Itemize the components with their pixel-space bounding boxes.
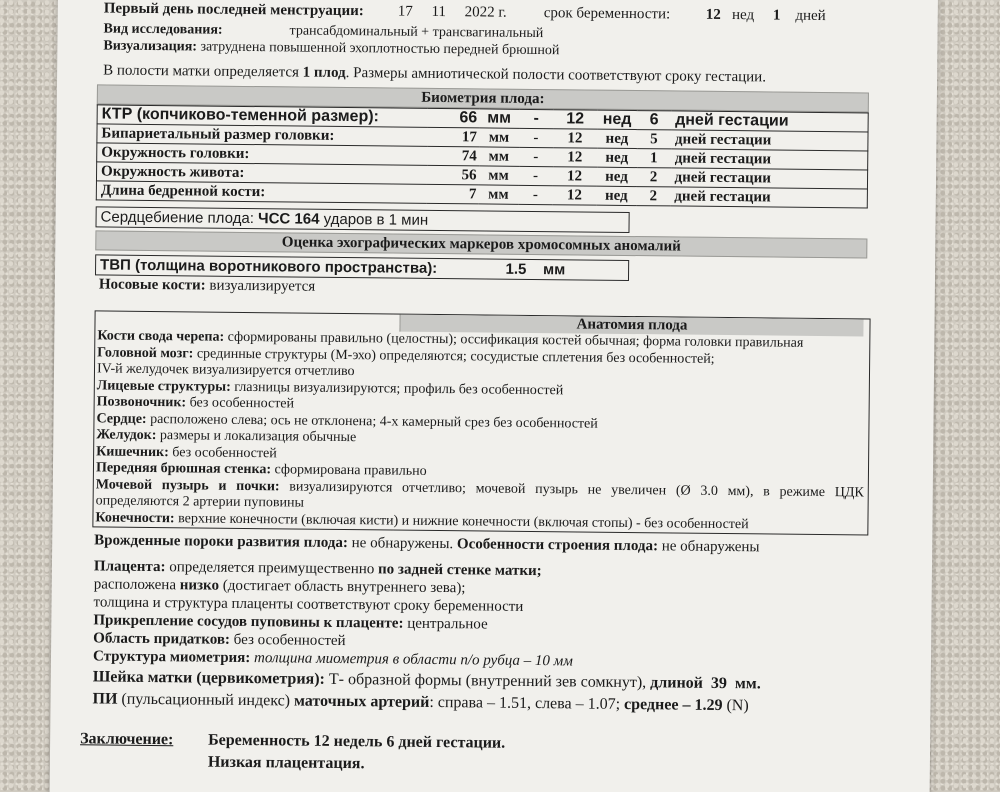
biometry-title: Биометрия плода: [97,84,869,112]
biometry-dash: - [518,185,552,204]
anatomy-value: срединные структуры (М-эхо) определяются; сосудистые сплетения без особенностей; [196,345,715,367]
anatomy-label: Кишечник: [96,443,169,460]
biometry-days: 2 [636,187,670,206]
pi-label: ПИ [92,690,118,708]
anatomy-title: Анатомия плода [399,315,863,337]
cavity-line [103,62,766,86]
biometry-weeks-unit: нед [596,167,636,186]
anatomy-value: визуализируются отчетливо; мочевой пузырь не увеличен (Ø 3.0 мм), в режиме ЦДК [289,478,864,500]
biometry-weeks: 12 [553,110,597,129]
nasal-line [99,276,316,295]
myometrium-label: Структура миометрия: [92,648,251,667]
lmp-date [398,4,507,22]
biometry-dash: - [519,128,553,147]
biometry-unit: мм [478,185,518,204]
conclusion-line-2: Низкая плацентация. [207,753,365,773]
biometry-dash: - [519,109,553,128]
biometry-days-unit: дней гестации [671,111,868,132]
anatomy-value: без особенностей [189,395,295,412]
cervix-value: Т- образной формы (внутренний зев сомкнут), [328,670,647,692]
anatomy-value: определяются 2 артерии пуповины [95,493,305,511]
tvp-value: 1.5 [505,260,527,278]
biometry-weeks-unit: нед [596,186,636,205]
biometry-label: Окружность живота: [96,162,426,184]
cervix-length-label: длиной [650,674,704,692]
lmp-month: 11 [431,3,447,21]
biometry-weeks-unit: нед [597,148,637,167]
biometry-value: 74 [427,146,479,166]
anatomy-label: Конечности: [95,509,175,526]
anatomy-value: сформированы правильно (целостны); оссификация костей обычная; форма головки правильная [227,329,804,351]
visualization-value: затруднена повышенной эхоплотностью передней брюшной [200,39,560,59]
placenta-value: определяется преимущественно [169,559,375,578]
conclusion-line-1: Беременность 12 недель 6 дней гестации. [208,731,506,752]
adnexa-line [93,630,346,650]
adnexa-value: без особенностей [233,631,346,650]
myometrium-value: толщина миометрия в области п/о рубца – 10 мм [254,650,573,670]
cavity-count: 1 плод [302,64,346,82]
biometry-days-unit: дней гестации [671,149,868,170]
exam-type-value: трансабдоминальный + трансвагинальный [289,23,544,42]
biometry-label: Бипариетальный размер головки: [97,124,427,146]
anatomy-label: Позвоночник: [96,394,187,411]
exam-type-line [103,21,222,38]
biometry-days-unit: дней гестации [671,130,868,151]
anatomy-label: Головной мозг: [97,344,194,361]
pi-arteries: маточных артерий [293,692,430,711]
pi-mean-label: среднее – [624,695,691,714]
biometry-days-unit: дней гестации [670,168,867,189]
lmp-line [104,0,364,20]
placenta2-low: низко [179,577,220,594]
biometry-weeks-unit: нед [597,129,637,148]
anatomy-label: Желудок: [96,427,157,444]
cord-value: центральное [407,615,488,633]
biometry-weeks: 12 [552,167,596,186]
visualization-label: Визуализация: [103,38,198,55]
biometry-value: 17 [427,127,479,147]
structure-value: не обнаружены [661,538,760,556]
heart-unit: ударов в 1 мин [323,210,429,229]
anatomy-value: размеры и локализация обычные [159,428,357,446]
biometry-weeks-unit: нед [597,110,637,129]
cervix-line [93,668,761,693]
heart-label: Сердцебиение плода: [100,208,255,228]
tvp-label: ТВП (толщина воротникового пространства): [100,256,438,277]
cervix-label: Шейка матки (цервикометрия): [92,668,326,688]
pi-values: : справа – 1.51, слева – 1.07; [429,693,621,713]
biometry-dash: - [519,147,553,166]
heart-rate-box [95,206,629,233]
nasal-value: визуализируется [209,277,316,295]
biometry-unit: мм [479,128,519,147]
anatomy-value: IV-й желудочек визуализируется отчетливо [96,361,355,380]
biometry-weeks: 12 [553,129,597,148]
placenta-label: Плацента: [93,558,166,576]
anatomy-label: Лицевые структуры: [96,377,231,395]
anatomy-label: Сердце: [96,410,147,427]
biometry-days: 6 [637,111,671,130]
biometry-label: КТР (копчиково-теменной размер): [97,105,427,127]
placenta2-post: (достигает область внутреннего зева); [222,577,466,597]
biometry-label: Окружность головки: [97,143,427,165]
biometry-unit: мм [478,166,518,185]
term-weeks: 12 [705,6,721,23]
defects-label: Врожденные пороки развития плода: [94,532,349,552]
cervix-unit: мм. [734,675,761,693]
anatomy-label: Передняя брюшная стенка: [95,460,272,478]
term-line [544,5,671,23]
term-days: 1 [772,7,781,24]
biometry-weeks: 12 [552,186,596,205]
biometry-weeks: 12 [553,148,597,167]
anatomy-label: Мочевой пузырь и почки: [95,476,280,494]
term-label: срок беременности: [543,5,671,23]
term-value [706,7,826,25]
lmp-day: 17 [397,3,413,20]
biometry-days: 2 [636,168,670,187]
lmp-label: Первый день последней менструации: [103,0,364,20]
pi-mean: 1.29 [694,696,723,714]
anatomy-box [92,310,870,535]
biometry-label: Длина бедренной кости: [96,181,426,203]
pi-line [92,690,748,715]
heart-value: ЧСС 164 [258,210,320,228]
myometrium-line [93,648,573,670]
placenta-line-3: толщина и структура плаценты соответствуют сроку беременности [93,594,524,615]
anatomy-value: расположено слева; ось не отклонена; 4-х камерный срез без особенностей [150,411,598,432]
anatomy-value: верхние конечности (включая кисти) и нижние конечности (включая стопы) - без особенностей [178,510,749,532]
visualization-line [103,38,559,59]
structure-label: Особенности строения плода: [456,536,659,555]
cervix-length: 39 [710,674,728,693]
biometry-value: 7 [426,184,478,204]
anatomy-value: без особенностей [172,444,277,461]
adnexa-label: Область придатков: [93,630,231,648]
biometry-days: 5 [637,130,671,149]
biometry-unit: мм [479,109,519,128]
anatomy-label: Кости свода черепа: [97,328,225,345]
exam-type-label: Вид исследования: [103,21,223,38]
placenta2-pre: расположена [93,576,177,594]
lmp-year: 2022 г. [464,4,507,21]
biometry-dash: - [518,166,552,185]
conclusion-label: Заключение: [80,730,174,749]
placenta-location: по задней стенке матки; [378,561,542,580]
term-days-unit: дней [795,7,826,25]
defects-line [94,532,760,556]
anatomy-value: глазницы визуализируются; профиль без особенностей [234,379,564,398]
anatomy-value: сформирована правильно [274,462,427,479]
defects-value: не обнаружены. [351,535,454,553]
biometry-value: 66 [427,108,479,128]
cord-label: Прикрепление сосудов пуповины к плаценте: [93,612,404,632]
pi-paren: (пульсационный индекс) [121,690,291,710]
nasal-label: Носовые кости: [98,276,206,294]
cavity-post: . Размеры амниотической полости соответствуют сроку гестации. [345,65,767,86]
biometry-days: 1 [637,149,671,168]
markers-title: Оценка эхографических маркеров хромосомных аномалий [95,230,867,258]
report-page [49,0,938,792]
cavity-pre: В полости матки определяется [103,62,300,81]
tvp-unit: мм [543,261,566,279]
biometry-table [96,104,869,208]
biometry-unit: мм [479,147,519,166]
biometry-value: 56 [426,165,478,185]
pi-norm: (N) [726,697,749,715]
biometry-days-unit: дней гестации [670,187,867,208]
term-weeks-unit: нед [731,7,755,24]
